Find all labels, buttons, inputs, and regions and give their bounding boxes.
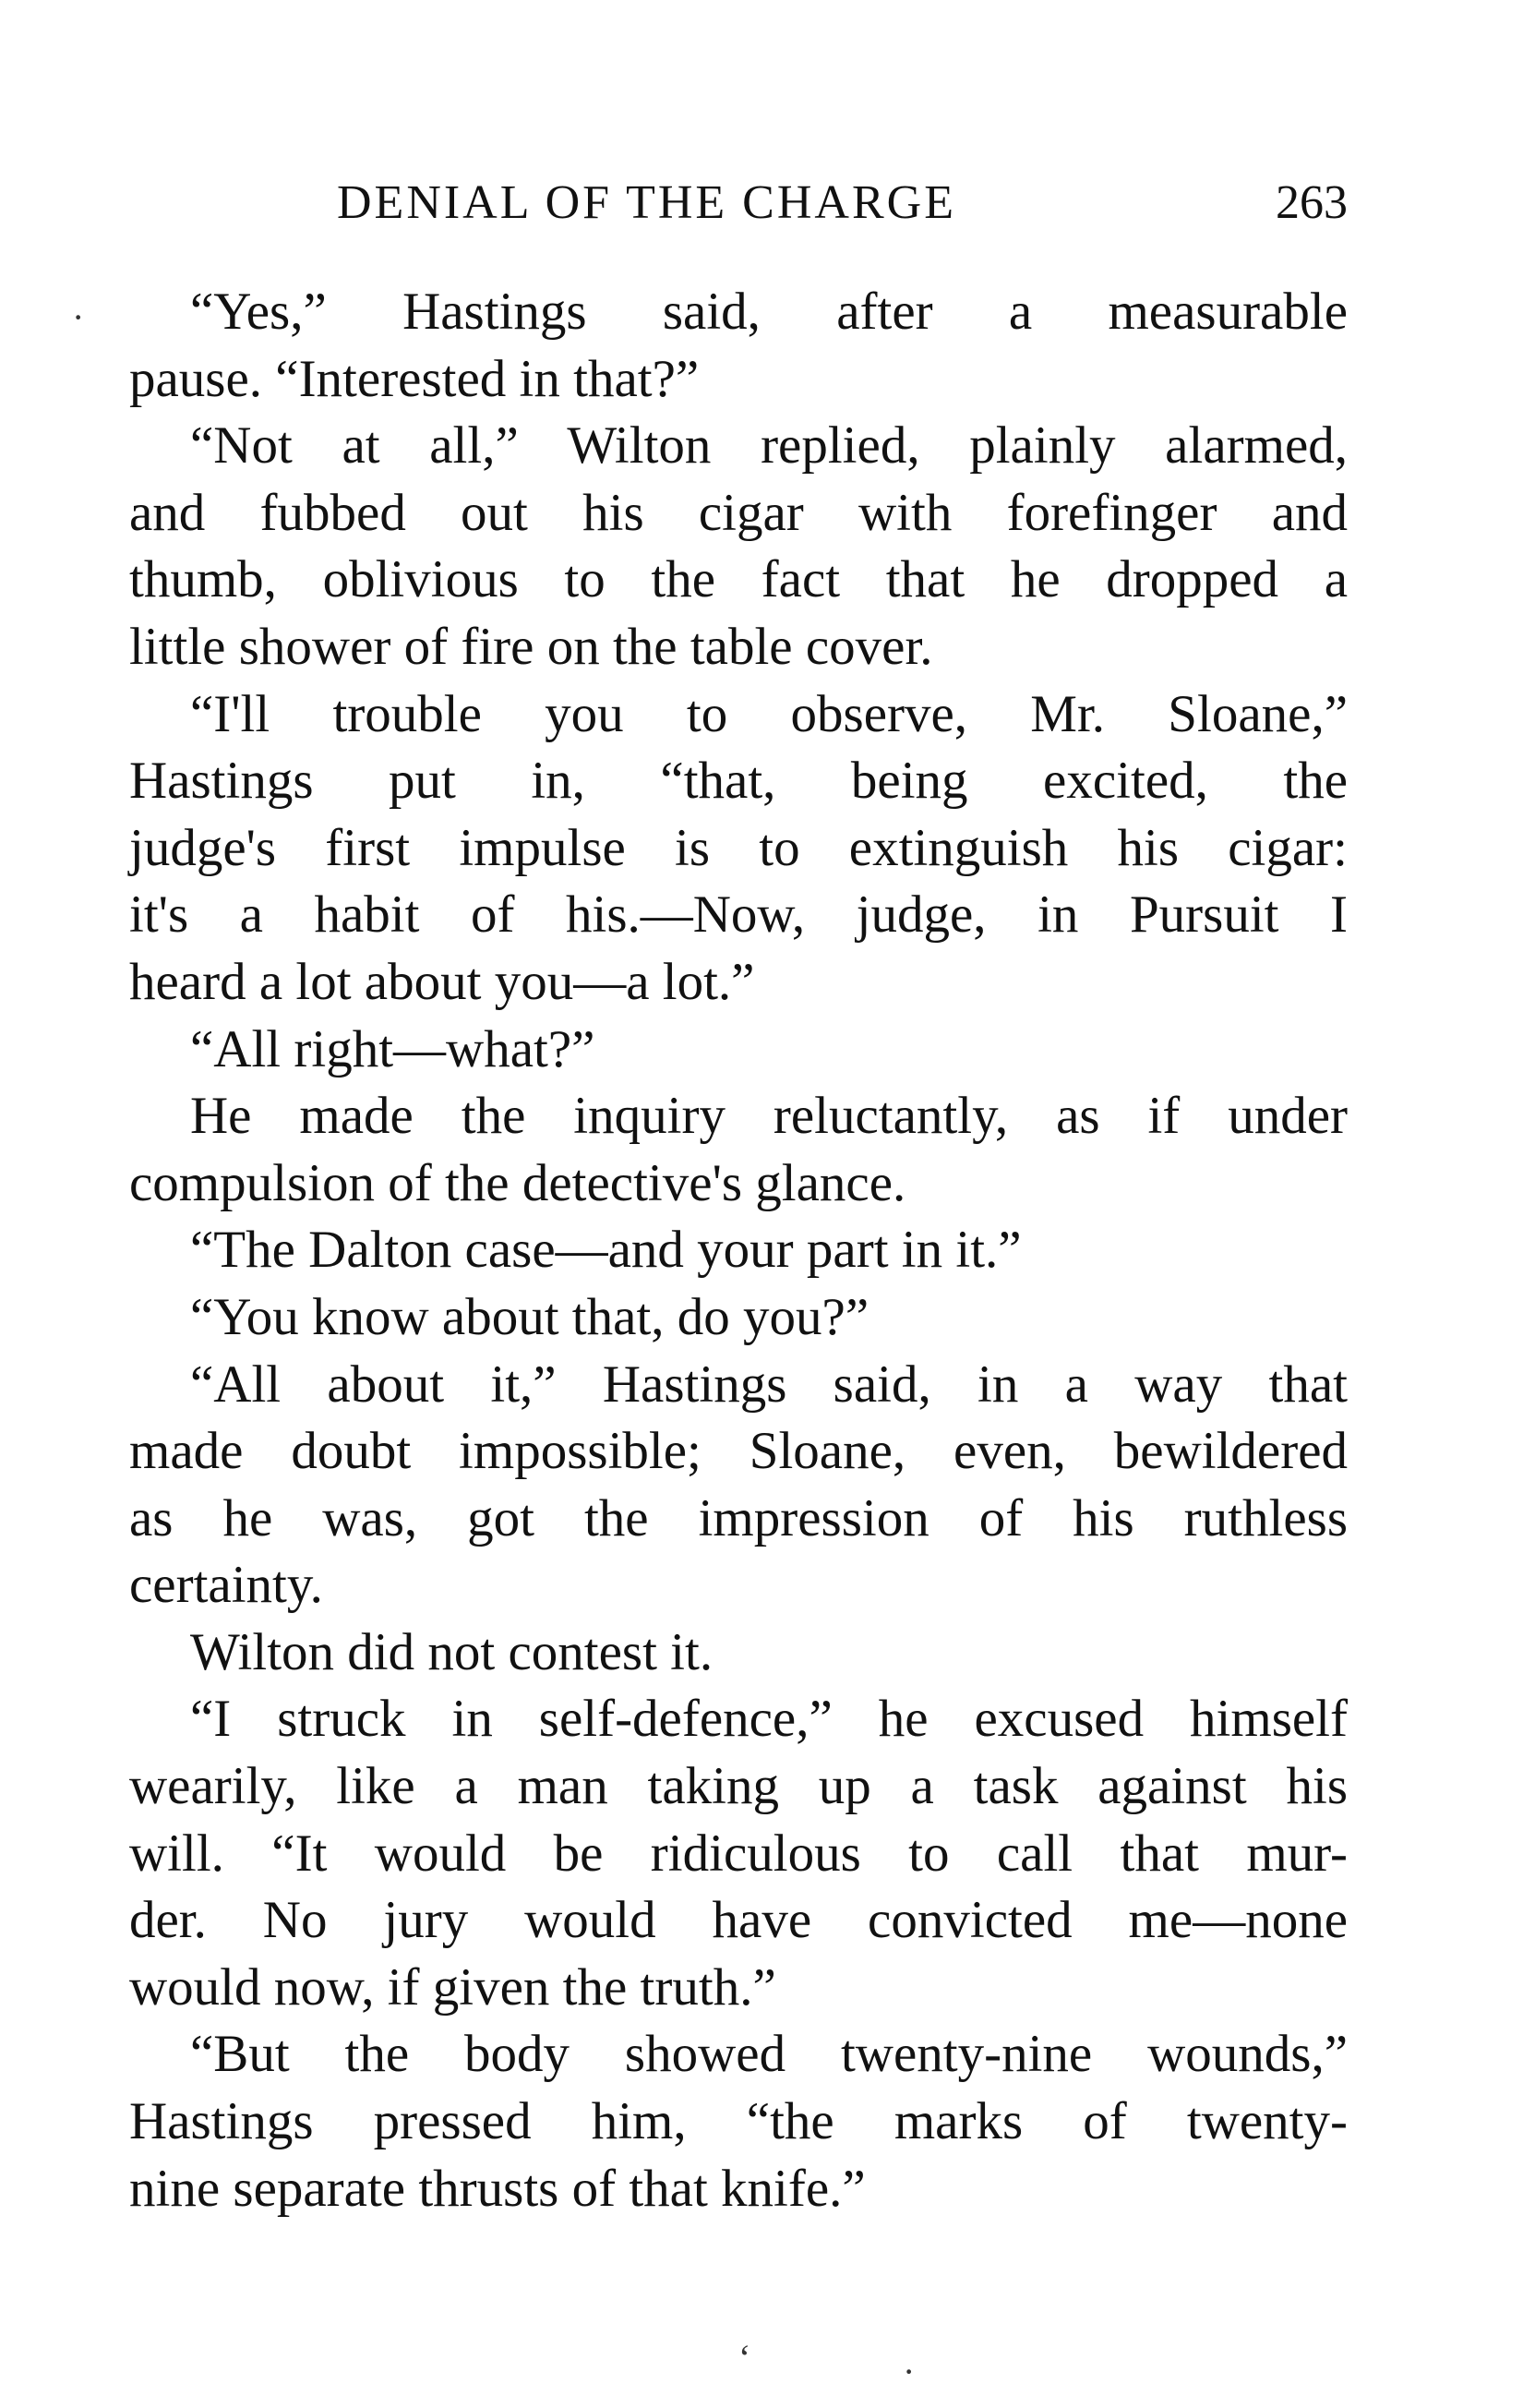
text-line: little shower of fire on the table cover. [129,617,933,676]
text-line: “I'll trouble you to observe, Mr. Sloane,” [190,684,1348,743]
text-line: judge's first impulse is to extinguish his cigar: [129,818,1348,877]
text-line: will. “It would be ridiculous to call that mur- [129,1824,1348,1883]
text-line: nine separate thrusts of that knife.” [129,2159,866,2218]
text-line: would now, if given the truth.” [129,1957,776,2017]
text-line: Wilton did not contest it. [190,1622,714,1681]
text-line: “Yes,” Hastings said, after a measurable [190,283,1348,341]
stray-ink-mark: · [903,2351,916,2392]
text-line: as he was, got the impression of his ruthless [129,1488,1348,1547]
text-line: heard a lot about you—a lot.” [129,952,755,1011]
text-line: wearily, like a man taking up a task against his [129,1757,1348,1816]
text-line: it's a habit of his.—Now, judge, in Pursuit I [129,885,1348,945]
text-line: “All about it,” Hastings said, in a way that [190,1354,1348,1414]
text-line: pause. “Interested in that?” [129,349,700,408]
stray-ink-mark: ʻ [738,2337,751,2378]
stray-ink-mark: · [72,296,85,338]
text-line: “You know about that, do you?” [190,1287,869,1346]
text-line: and fubbed out his cigar with forefinger and [129,483,1348,542]
text-line: “All right—what?” [190,1019,595,1078]
text-line: der. No jury would have convicted me—none [129,1891,1348,1950]
text-line: “Not at all,” Wilton replied, plainly alarmed, [190,416,1348,476]
body-text [129,279,1348,2222]
text-line: certainty. [129,1556,323,1615]
text-line: Hastings put in, “that, being excited, the [129,752,1348,811]
text-line: “I struck in self-defence,” he excused himself [190,1690,1348,1749]
text-line: thumb, oblivious to the fact that he dropped a [129,550,1348,609]
running-head: DENIAL OF THE CHARGE [337,176,956,229]
text-line: He made the inquiry reluctantly, as if under [190,1087,1348,1146]
page-header [129,175,1348,240]
text-line: “But the body showed twenty-nine wounds,” [190,2025,1348,2084]
text-line: “The Dalton case—and your part in it.” [190,1221,1022,1280]
text-line: compulsion of the detective's glance. [129,1153,906,1212]
text-line: made doubt impossible; Sloane, even, bewildered [129,1422,1348,1481]
text-line: Hastings pressed him, “the marks of twenty- [129,2092,1348,2151]
page-number: 263 [1276,176,1348,229]
